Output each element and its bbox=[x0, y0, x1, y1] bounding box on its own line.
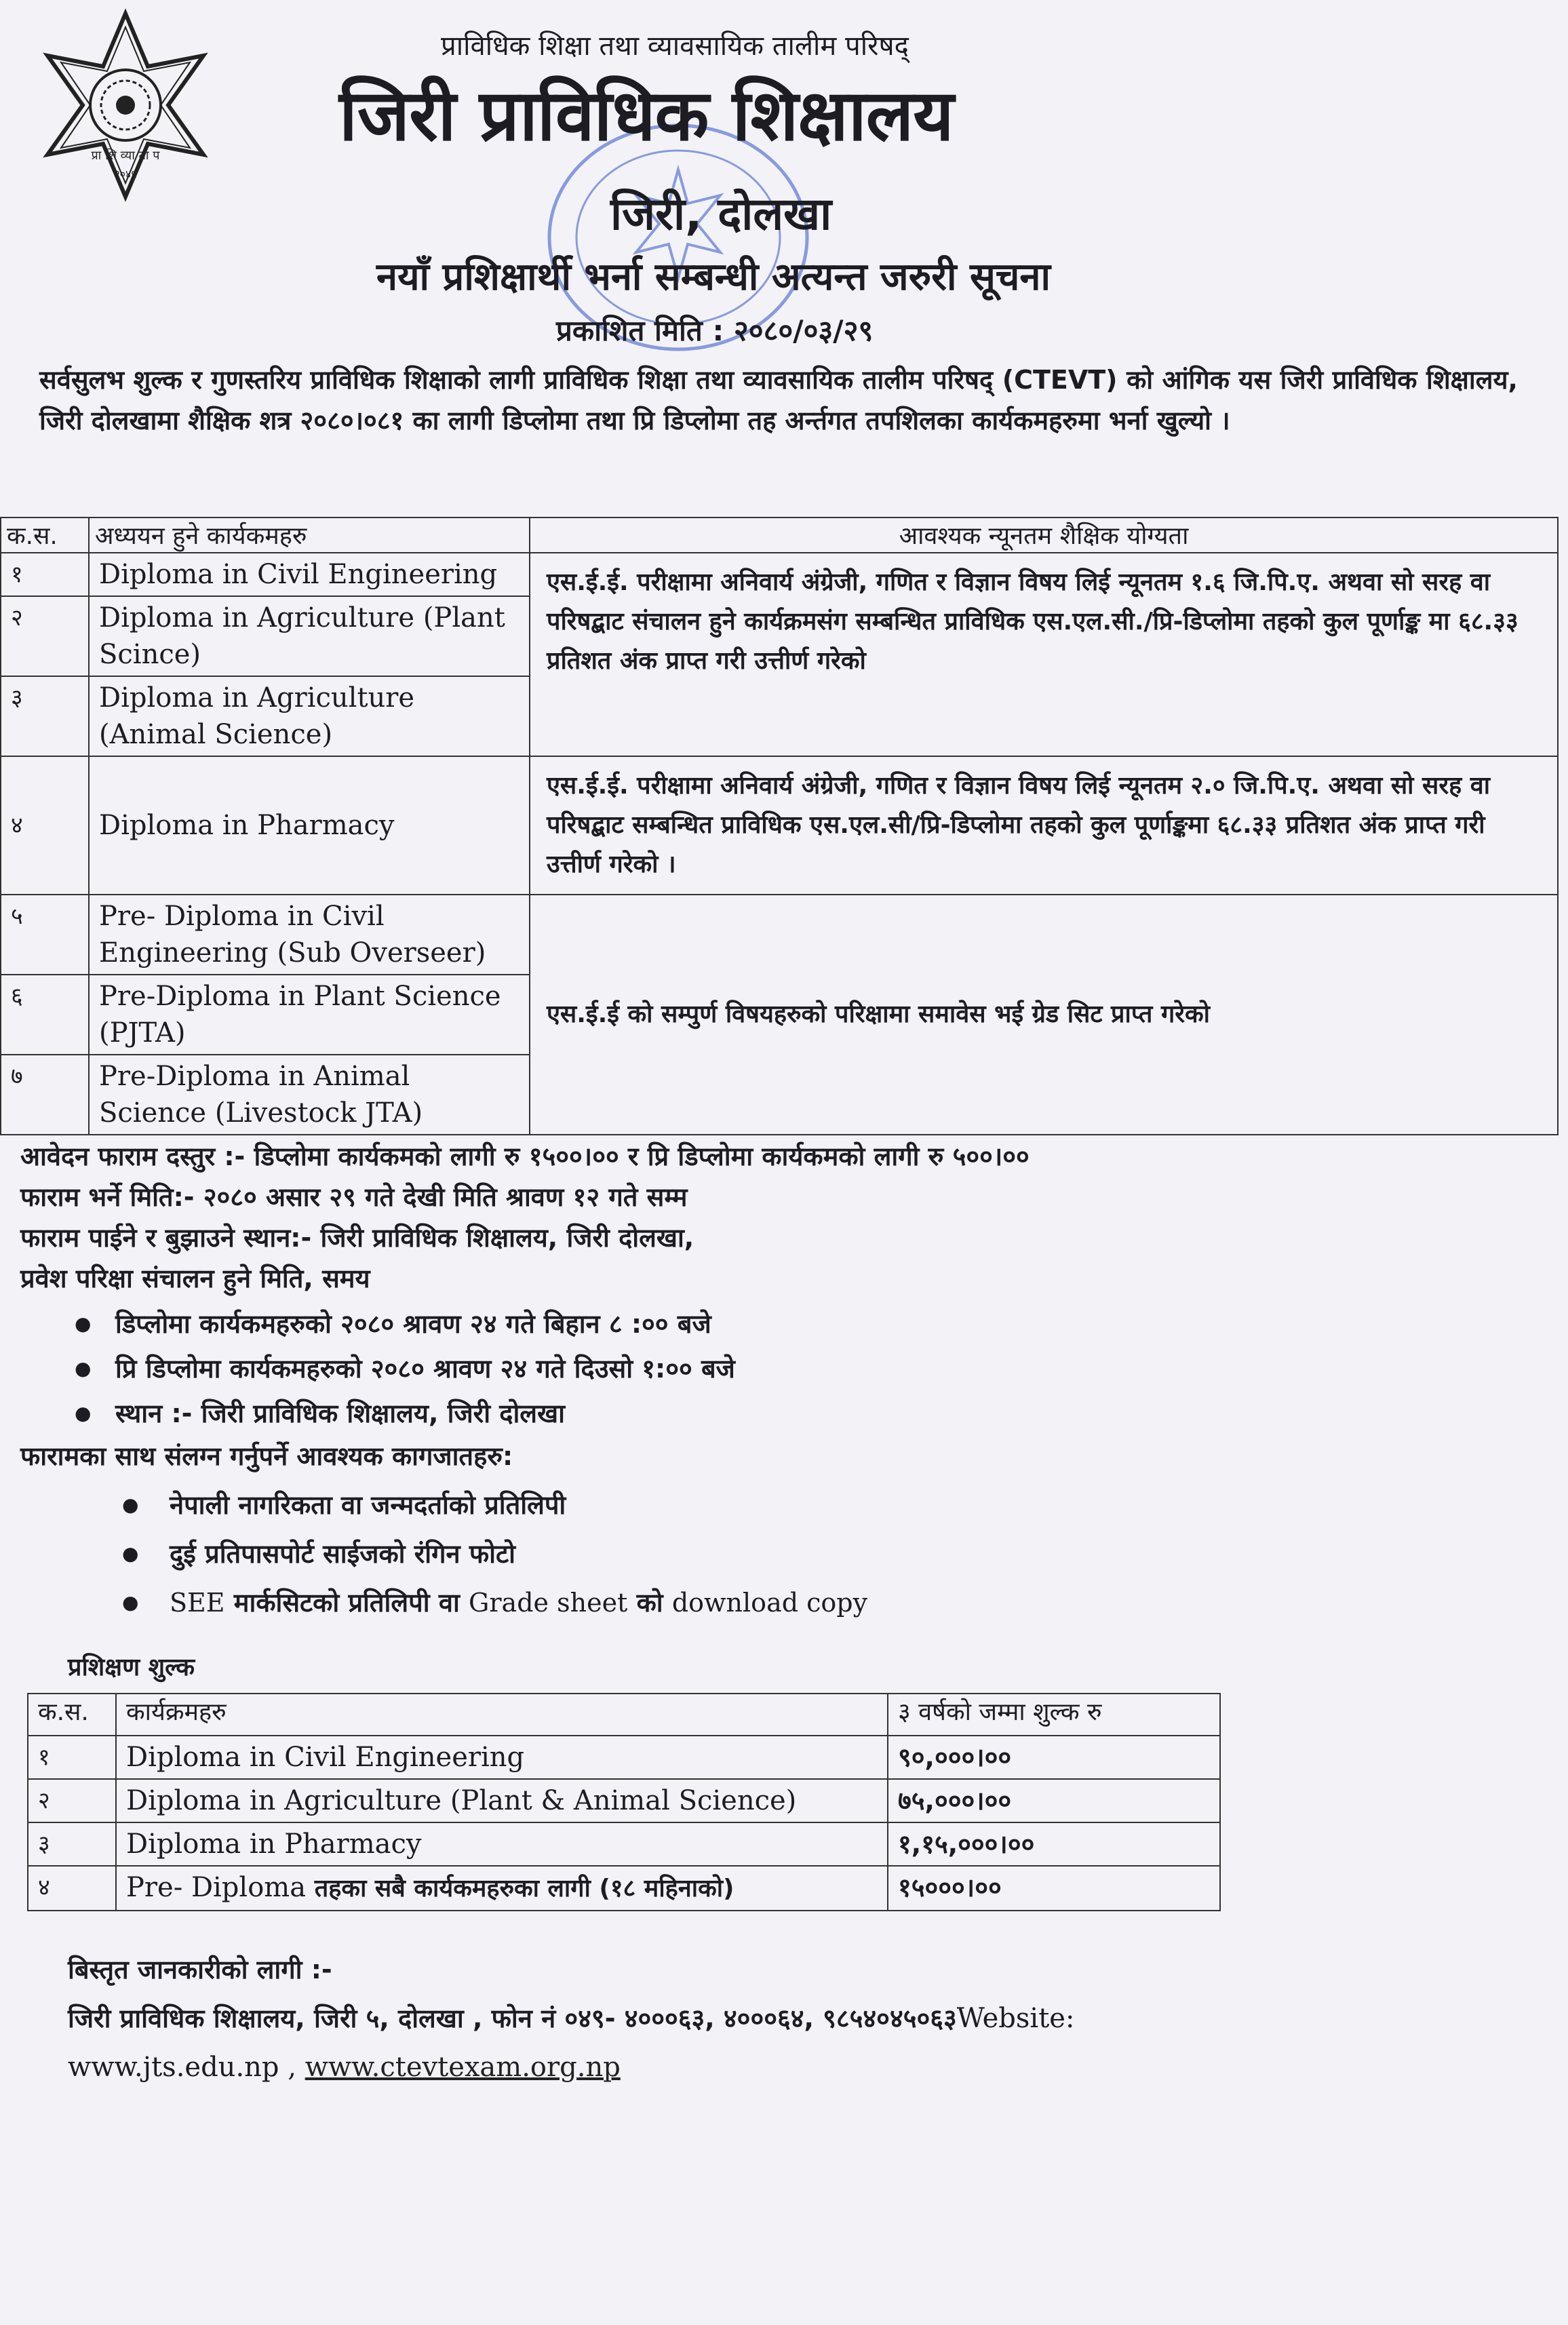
list-item: ● नेपाली नागरिकता वा जन्मदर्ताको प्रतिलिपी bbox=[122, 1481, 1030, 1529]
application-details bbox=[20, 1136, 1030, 1627]
form-place: फाराम पाईने र बुझाउने स्थान:- जिरी प्राविधिक शिक्षालय, जिरी दोलखा, bbox=[20, 1223, 694, 1253]
row-sn: ३ bbox=[28, 1822, 116, 1866]
header-requirement: आवश्यक न्यूनतम शैक्षिक योग्यता bbox=[530, 517, 1558, 553]
documents-list bbox=[20, 1481, 1030, 1627]
row-program: Diploma in Agriculture (Plant Scince) bbox=[89, 596, 530, 676]
table-header-row bbox=[28, 1694, 1220, 1736]
list-item: ● डिप्लोमा कार्यकमहरुको २०८० श्रावण २४ गते बिहान ८ :०० बजे bbox=[75, 1302, 1030, 1346]
row-sn: १ bbox=[28, 1736, 116, 1779]
list-item bbox=[122, 1578, 1030, 1627]
row-program: Diploma in Pharmacy bbox=[89, 756, 530, 895]
table-row bbox=[28, 1822, 1220, 1866]
row-sn: ६ bbox=[1, 975, 89, 1055]
program-requirements-table bbox=[0, 517, 1559, 1135]
header-fee: ३ वर्षको जम्मा शुल्क रु bbox=[888, 1694, 1220, 1736]
list-item: ● दुई प्रतिपासपोर्ट साईजको रंगिन फोटो bbox=[122, 1529, 1030, 1578]
row-program bbox=[116, 1866, 888, 1911]
documents-heading: फारामका साथ संलग्न गर्नुपर्ने आवश्यक कागजातहरु: bbox=[20, 1441, 513, 1471]
council-name: प्राविधिक शिक्षा तथा व्यावसायिक तालीम परिषद् bbox=[441, 31, 909, 62]
list-item: ● स्थान :- जिरी प्राविधिक शिक्षालय, जिरी दोलखा bbox=[75, 1391, 1030, 1436]
contact-heading: बिस्तृत जानकारीको लागी :- bbox=[68, 1955, 332, 1985]
row-amount: ९०,०००।०० bbox=[888, 1736, 1220, 1779]
table-row bbox=[1, 756, 1558, 895]
row-amount: १,१५,०००।०० bbox=[888, 1822, 1220, 1866]
row-sn: ३ bbox=[1, 676, 89, 756]
see-text: SEE bbox=[170, 1588, 225, 1618]
row-amount: १५०००।०० bbox=[888, 1866, 1220, 1911]
contact-info bbox=[68, 1945, 1074, 2092]
table-row bbox=[28, 1779, 1220, 1822]
row-sn: ४ bbox=[1, 756, 89, 895]
row-program: Diploma in Agriculture (Animal Science) bbox=[89, 676, 530, 756]
row-amount: ७५,०००।०० bbox=[888, 1779, 1220, 1822]
row-program: Pre-Diploma in Plant Science (PJTA) bbox=[89, 975, 530, 1055]
ko-text: को bbox=[636, 1588, 663, 1618]
row-sn: ७ bbox=[1, 1055, 89, 1135]
row-program: Diploma in Agriculture (Plant & Animal Science) bbox=[116, 1779, 888, 1822]
fee-title: प्रशिक्षण शुल्क bbox=[68, 1654, 195, 1681]
row-sn: २ bbox=[1, 596, 89, 676]
row-program: Pre- Diploma in Civil Engineering (Sub Overseer) bbox=[89, 895, 530, 975]
website-label: Website: bbox=[956, 2003, 1075, 2034]
header-program: अध्ययन हुने कार्यकमहरु bbox=[89, 517, 530, 553]
pre-diploma-detail: तहका सबै कार्यकमहरुका लागी (१८ महिनाको) bbox=[314, 1875, 734, 1902]
table-header-row bbox=[1, 517, 1558, 553]
row-sn: २ bbox=[28, 1779, 116, 1822]
pre-diploma-text: Pre- Diploma bbox=[126, 1872, 307, 1903]
publish-date: प्रकाशित मिति : २०८०/०३/२९ bbox=[556, 314, 874, 347]
ctevt-logo-icon bbox=[27, 7, 224, 203]
table-row bbox=[1, 553, 1558, 596]
website-link-ctevt[interactable]: www.ctevtexam.org.np bbox=[305, 2052, 621, 2083]
table-row bbox=[28, 1736, 1220, 1779]
contact-address: जिरी प्राविधिक शिक्षालय, जिरी ५, दोलखा , फोन नं ०४९- ४०००६३, ४०००६४, ९८५४०४५०६३ bbox=[68, 2004, 957, 2033]
header-program: कार्यक्रमहरु bbox=[116, 1694, 888, 1736]
contact-address-line bbox=[68, 1994, 1074, 2043]
header-sn: क.स. bbox=[1, 517, 89, 553]
website-link-jts[interactable]: www.jts.edu.np bbox=[68, 2052, 279, 2083]
school-name: जिरी प्राविधिक शिक्षालय bbox=[339, 74, 954, 157]
row-sn: ५ bbox=[1, 895, 89, 975]
notice-title: नयाँ प्रशिक्षार्थी भर्ना सम्बन्धी अत्यन्त जरुरी सूचना bbox=[376, 255, 1051, 299]
table-row bbox=[28, 1866, 1220, 1911]
row-program: Pre-Diploma in Animal Science (Livestock JTA) bbox=[89, 1055, 530, 1135]
website-links bbox=[68, 2043, 1074, 2092]
training-fee-table bbox=[27, 1693, 1221, 1911]
logo-year: २०४५ bbox=[114, 168, 137, 180]
marksheet-text: मार्कसिटको प्रतिलिपी वा bbox=[233, 1588, 460, 1618]
grade-sheet-text: Grade sheet bbox=[469, 1588, 628, 1618]
logo-text: प्रा शि व्या ता प bbox=[91, 149, 160, 163]
row-program: Diploma in Pharmacy bbox=[116, 1822, 888, 1866]
row-sn: १ bbox=[1, 553, 89, 596]
form-date: फाराम भर्ने मिति:- २०८० असार २९ गते देखी मिति श्रावण १२ गते सम्म bbox=[20, 1182, 688, 1212]
download-copy-text: download copy bbox=[671, 1588, 868, 1618]
requirement-diploma-general: एस.ई.ई. परीक्षामा अनिवार्य अंग्रेजी, गणित र विज्ञान विषय लिई न्यूनतम १.६ जि.पि.ए. अथवा सो सरह वा परिषद्बाट संचालन हुने कार्यक्रमसंग सम्बन्धित प्राविधिक एस.एल.सी./प्रि-डिप्लोमा तहको कुल पूर्णाङ्क मा ६८.३३ प्रतिशत अंक प्राप्त गरी उत्तीर्ण गरेको bbox=[530, 553, 1558, 756]
school-location: जिरी, दोलखा bbox=[610, 188, 832, 240]
table-row bbox=[1, 895, 1558, 975]
intro-paragraph: सर्वसुलभ शुल्क र गुणस्तरिय प्राविधिक शिक्षाको लागी प्राविधिक शिक्षा तथा व्यावसायिक तालीम परिषद् (CTEVT) को आंगिक यस जिरी प्राविधिक शिक्षालय, जिरी दोलखामा शैक्षिक शत्र २०८०।०८१ का लागी डिप्लोमा तथा प्रि डिप्लोमा तह अर्न्तगत तपशिलका कार्यकमहरुमा भर्ना खुल्यो । bbox=[39, 365, 1518, 435]
requirement-pharmacy: एस.ई.ई. परीक्षामा अनिवार्य अंग्रेजी, गणित र विज्ञान विषय लिई न्यूनतम २.० जि.पि.ए. अथवा सो सरह वा परिषद्बाट सम्बन्धित प्राविधिक एस.एल.सी/प्रि-डिप्लोमा तहको कुल पूर्णाङ्कमा ६८.३३ प्रतिशत अंक प्राप्त गरी उत्तीर्ण गरेको । bbox=[530, 756, 1558, 895]
exam-schedule-list bbox=[20, 1302, 1030, 1436]
row-program: Diploma in Civil Engineering bbox=[116, 1736, 888, 1779]
row-sn: ४ bbox=[28, 1866, 116, 1911]
header-sn: क.स. bbox=[28, 1694, 116, 1736]
requirement-pre-diploma: एस.ई.ई को सम्पुर्ण विषयहरुको परिक्षामा समावेस भई ग्रेड सिट प्राप्त गरेको bbox=[530, 895, 1558, 1135]
list-item: ● प्रि डिप्लोमा कार्यकमहरुको २०८० श्रावण २४ गते दिउसो १:०० बजे bbox=[75, 1346, 1030, 1391]
application-fee: आवेदन फाराम दस्तुर :- डिप्लोमा कार्यकमको लागी रु १५००।०० र प्रि डिप्लोमा कार्यकमको लागी रु ५००।०० bbox=[20, 1141, 1030, 1171]
row-program: Diploma in Civil Engineering bbox=[89, 553, 530, 596]
exam-heading: प्रवेश परिक्षा संचालन हुने मिति, समय bbox=[20, 1264, 370, 1293]
website-separator: , bbox=[288, 2052, 296, 2083]
